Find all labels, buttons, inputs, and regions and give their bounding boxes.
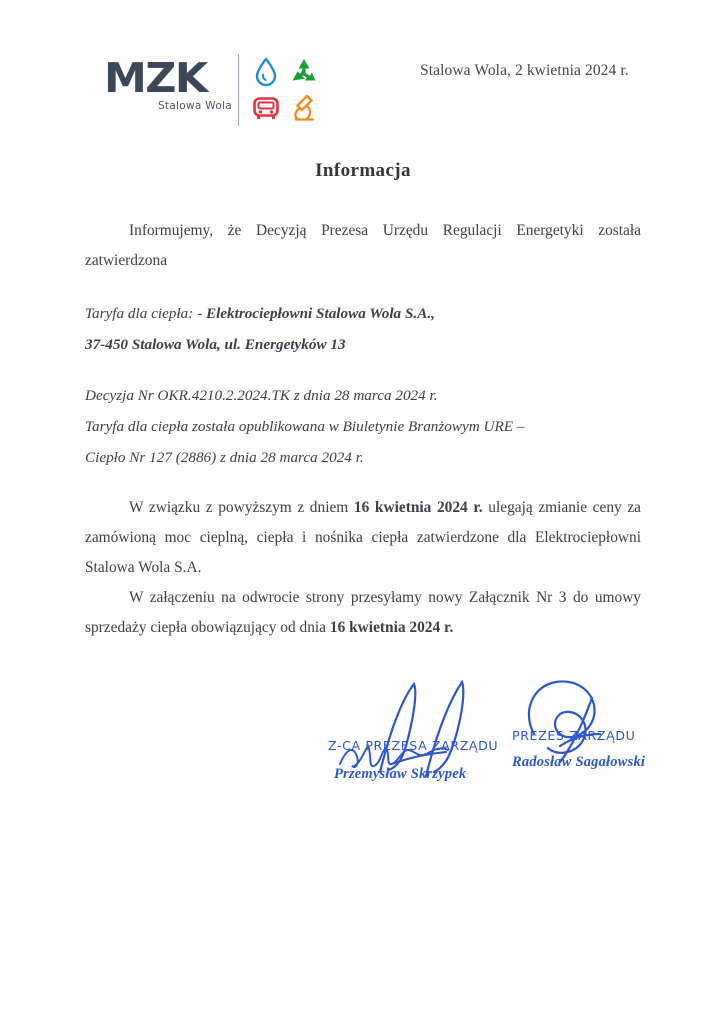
document-header [0,44,724,144]
signature-role-president: PREZES ZARZĄDU [512,728,636,743]
signature-ink-deputy [322,680,522,780]
logo-divider [238,54,239,126]
decision-line-3: Ciepło Nr 127 (2886) z dnia 28 marca 2024 r. [85,449,364,466]
signature-name-deputy: Przemysław Skrzypek [334,766,467,782]
change-paragraph [85,493,641,583]
signature-area [0,672,724,802]
change-text-part2: ulegają zmianie ceny za zamówioną moc cieplną, ciepła i nośnika ciepła zatwierdzone dla Elektrociepłowni Stalowa Wola S.A. [85,499,642,576]
logo-icon-grid [250,56,322,126]
tariff-label: Taryfa dla ciepła: - [85,305,206,322]
bus-icon [250,92,282,124]
logo-wordmark: MZK [104,54,207,102]
change-text-part1: W związku z powyższym z dniem [129,499,354,516]
logo-subtitle: Stalowa Wola [157,100,232,112]
decision-block [85,380,641,473]
water-drop-icon [250,56,282,88]
document-body [85,160,641,643]
microscope-icon [288,92,320,124]
signature-name-president: Radosław Sagałowski [512,754,646,770]
attachment-effective-date: 16 kwietnia 2024 r. [329,619,454,636]
attachment-text-part1: W załączeniu na odwrocie strony przesyłamy nowy Załącznik Nr 3 do umowy sprzedaży ciepła obowiązujący od dnia [85,589,641,636]
change-effective-date: 16 kwietnia 2024 r. [353,499,483,516]
signature-block-deputy [322,680,522,800]
attachment-paragraph [85,583,641,643]
tariff-line-1 [85,298,641,329]
signature-role-deputy: Z-CA PREZESA ZARZĄDU [328,738,499,753]
tariff-company: Elektrociepłowni Stalowa Wola S.A., [205,305,435,322]
mzk-logo [104,52,324,136]
document-date: Stalowa Wola, 2 kwietnia 2024 r. [420,62,629,79]
page-title: Informacja [315,160,411,181]
intro-paragraph [85,216,641,276]
logo-wordmark-group [104,54,236,112]
tariff-block [85,298,641,360]
decision-line-1: Decyzja Nr OKR.4210.2.2024.TK z dnia 28 marca 2024 r. [85,387,438,404]
tariff-line-2: 37-450 Stalowa Wola, ul. Energetyków 13 [85,336,346,353]
recycling-icon [288,56,320,88]
intro-text: Informujemy, że Decyzją Prezesa Urzędu Regulacji Energetyki została zatwierdzona [85,222,641,269]
decision-line-2: Taryfa dla ciepła została opublikowana w Biuletynie Branżowym URE – [85,418,525,435]
signature-block-president [498,672,698,792]
